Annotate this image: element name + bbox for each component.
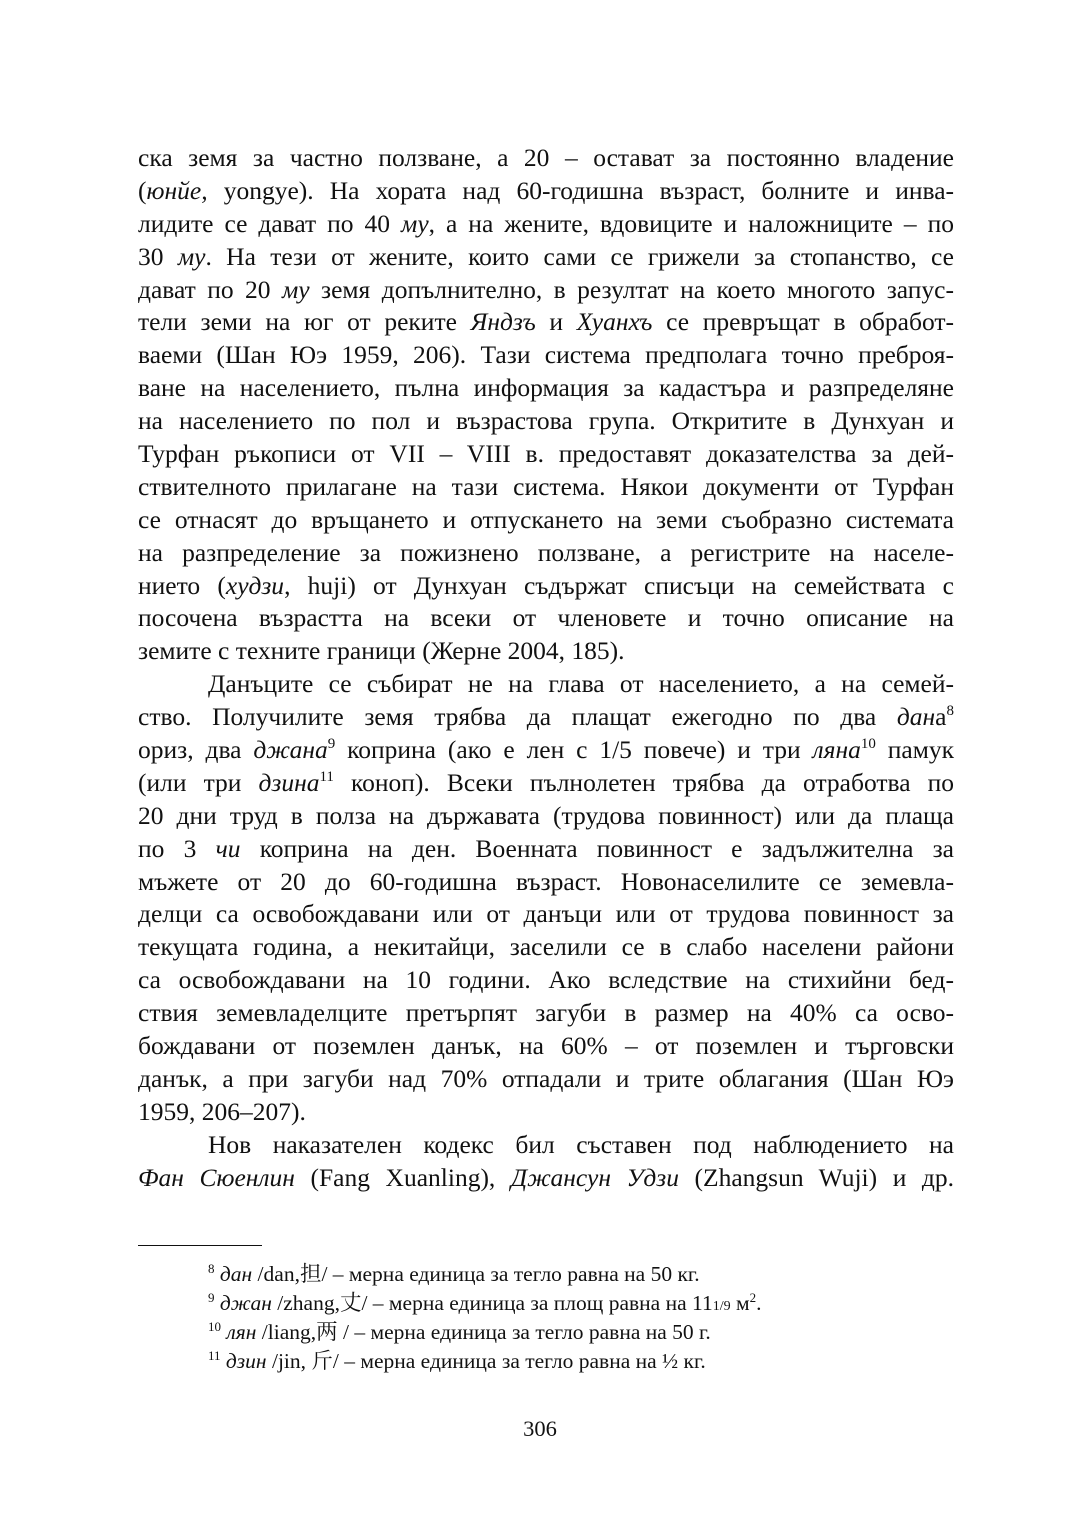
text-line: дават по 20 му земя допълнително, в резултат на което многото запус- [138, 274, 954, 304]
text-line: мъжете от 20 до 60-годишна възраст. Новонаселилите се земевла- [138, 866, 954, 896]
footnotes [208, 1260, 948, 1376]
footnote: $^{11}$ дзин /jin, 斤/ – мерна единица за тегло равна на ½ кг. [208, 1348, 706, 1373]
text-line: ствия земевладелците претърпят загуби в размер на 40% са осво- [138, 998, 954, 1028]
text-line: бождавани от поземлен данък, на 60% – от поземлен и търговски [138, 1031, 954, 1061]
footnote-ref[interactable]: 10 [860, 736, 876, 753]
text-line: 30 му. На тези от жените, които сами се грижели за стопанство, се [138, 241, 954, 271]
text-line: се отнасят до връщането и отпускането на земи съобразно системата [138, 504, 954, 534]
text-line: ваеми (Шан Юэ 1959, 206). Тази система предполага точно преброя- [138, 340, 954, 370]
text-line: по 3 чи коприна на ден. Военната повинност е задължителна за [138, 833, 954, 863]
text-line: са освобождавани на 10 години. Ако вследствие на стихийни бед- [138, 965, 954, 995]
footnote-ref[interactable]: 8 [946, 703, 954, 720]
text-line: ска земя за частно ползване, а 20 – остават за постоянно владение [138, 143, 954, 172]
text-line: 1959, 206–207). [138, 1096, 306, 1126]
text-line: лидите се дават по 40 му, а на жените, вдовиците и наложниците – по [138, 208, 954, 238]
text-line: Данъците се събират не на глава от населението, а на семей- [208, 669, 954, 699]
footnote: $^9$ джан /zhang,丈/ – мерна единица за площ равна на 111/9 $м^2$. [208, 1290, 762, 1315]
text-line: (или три дзина$^{11}$ коноп). Всеки пълнолетен трябва да отработва по [138, 767, 954, 797]
page-number: 306 [523, 1416, 557, 1441]
text-line: 20 дни труд в полза на държавата (трудова повинност) или да плаща [138, 800, 954, 830]
text-line: на населението по пол и възрастова група. Откритите в Дунхуан и [138, 406, 954, 436]
text-line: тели земи на юг от реките Яндзъ и Хуанхъ се превръщат в обработ- [138, 307, 954, 337]
text-line: Нов наказателен кодекс бил съставен под наблюдението на [208, 1129, 954, 1159]
footnote-ref[interactable]: 9 [327, 736, 336, 753]
text-line: ориз, два джана$^9$ коприна (ако е лен с 1/5 повече) и три ляна$^{10}$ памук [138, 735, 955, 765]
footnote: $^8$ дан /dan,担/ – мерна единица за тегло равна на 50 кг. [208, 1261, 700, 1286]
text-line: Фан Сюенлин (Fang Xuanling), Джансун Удзи (Zhangsun Wuji) и др. [138, 1162, 954, 1192]
footnote-separator [138, 1245, 262, 1246]
text-line: Турфан ръкописи от VII – VIII в. предоставят доказателства за дей- [138, 439, 954, 469]
text-line: посочена възрастта на всеки от членовете и точно описание на [138, 603, 954, 633]
text-line: (юнйе, yongye). На хората над 60-годишна възраст, болните и инва- [138, 175, 954, 205]
text-line: данък, а при загуби над 70% отпадали и трите облагания (Шан Юэ [138, 1063, 954, 1093]
footnote: $^{10}$ лян /liang,两 / – мерна единица за тегло равна на 50 г. [208, 1319, 711, 1344]
text-line: на разпределение за пожизнено ползване, а регистрите на населе- [138, 537, 954, 567]
text-line: делци са освобождавани или от данъци или от трудова повинност за [138, 899, 954, 929]
text-line: ване на населението, пълна информация за кадастъра и разпределяне [138, 373, 954, 403]
text-line: земите с техните граници (Жерне 2004, 185). [138, 636, 625, 666]
text-line: текущата година, а некитайци, заселили се в слабо населени райони [138, 932, 954, 962]
text-line: ство. Получилите земя трябва да плащат ежегодно по два дана$^8$ [138, 702, 954, 732]
text-line: ствителното прилагане на тази система. Някои документи от Турфан [138, 471, 954, 501]
text-line: нието (худзи, huji) от Дунхуан съдържат списъци на семействата с [138, 570, 954, 600]
main-text [138, 142, 954, 1195]
footnote-ref[interactable]: 11 [319, 768, 334, 785]
